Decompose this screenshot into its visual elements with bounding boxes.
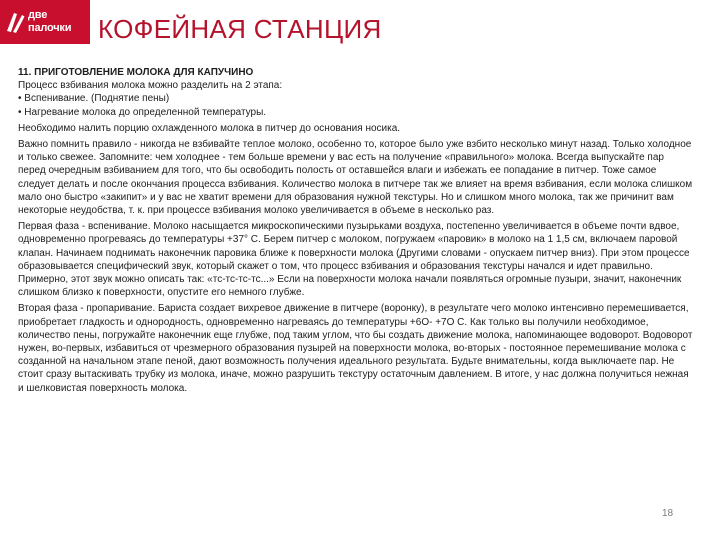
page-number: 18 xyxy=(662,508,674,519)
page-title: КОФЕЙНАЯ СТАНЦИЯ xyxy=(98,14,382,44)
intro-text: Процесс взбивания молока можно разделить на 2 этапа: xyxy=(18,80,283,92)
logo-line-2: палочки xyxy=(28,22,72,34)
logo-wordmark xyxy=(28,9,71,35)
stage-list xyxy=(18,92,694,118)
stage-item-heating: • Нагревание молока до определенной температуры. xyxy=(18,106,694,119)
stage-item-foaming: • Вспенивание. (Поднятие пены) xyxy=(18,92,694,105)
logo-line-1: две xyxy=(28,9,48,21)
chopsticks-logo-icon xyxy=(4,9,26,35)
paragraph-first-phase: Первая фаза - вспенивание. Молоко насыщается микроскопическими пузырьками воздуха, постепенно увеличивается в объеме почти вдвое, одновременно прогреваясь до температуры +37° С. Берем питчер с молоком, погружаем «паровик» в молоко на 1 1,5 см, включаем паровой клапан. Начинаем поднимать наконечник паровика ближе к поверхности молока (Другими словами - опускаем питчер вниз). При этом процессе образовывается специфический звук, который скажет о том, что процесс взбивания и образования текстуры начался и идет правильно. Примерно, этот звук можно описать так: «тс-тс-тс-тс...» Если на поверхности молока начали появляться огромные пузыри, значит, наконечник слишком близко к поверхности, опустите его немного глубже. xyxy=(18,221,690,299)
brand-logo xyxy=(0,0,90,44)
paragraph-pour-milk: Необходимо налить порцию охлажденного молока в питчер до основания носика. xyxy=(18,122,401,134)
main-content xyxy=(18,66,694,398)
section-heading: 11. ПРИГОТОВЛЕНИЕ МОЛОКА ДЛЯ КАПУЧИНО xyxy=(18,67,254,78)
paragraph-important-rule: Важно помнить правило - никогда не взбивайте теплое молоко, особенно то, которое было уже взбито несколько минут назад. Только холодное и только свежее. Запомните: чем холоднее - тем больше времени у вас есть на получение «правильного» молока. Всегда выпускайте пар перед очередным взбиванием для того, что бы освободить полость от оставшейся влаги и избежать ее попадание в питчер. Тоже самое следует делать и после окончания процесса взбивания. Количество молока в питчере так же влияет на время взбивания, если молока слишком мало оно быстро «закипит» и у вас не хватит времени для образования нужной текстуры. Но и слишком много молока, так же причинит вам некоторые неудобства, т. к. при процессе взбивания молоко увеличивается в объеме в несколько раз. xyxy=(18,139,693,217)
paragraph-second-phase: Вторая фаза - пропаривание. Бариста создает вихревое движение в питчере (воронку), в результате чего молоко интенсивно перемешивается, приобретает гладкость и однородность, одновременно нагреваясь до температуры +6О- +7О С. Как только вы получили необходимое, количество пены, погружайте наконечник еще глубже, под таким углом, что бы создать движение молока, напоминающее водоворот. Водоворот нужен, во-первых, избавиться от чрезмерного образования пузырей на поверхности молока, во-вторых - постоянное перемешивание молока с созданной на начальном этапе пеной, дают возможность получения идеального результата. Будьте внимательны, когда выключаете пар. Не стоит сразу вытаскивать трубку из молока, иначе, можно разрушить текстуру остаточным давлением. В итоге, у нас должна получиться нежная и шелковистая поверхность молока. xyxy=(18,303,693,394)
